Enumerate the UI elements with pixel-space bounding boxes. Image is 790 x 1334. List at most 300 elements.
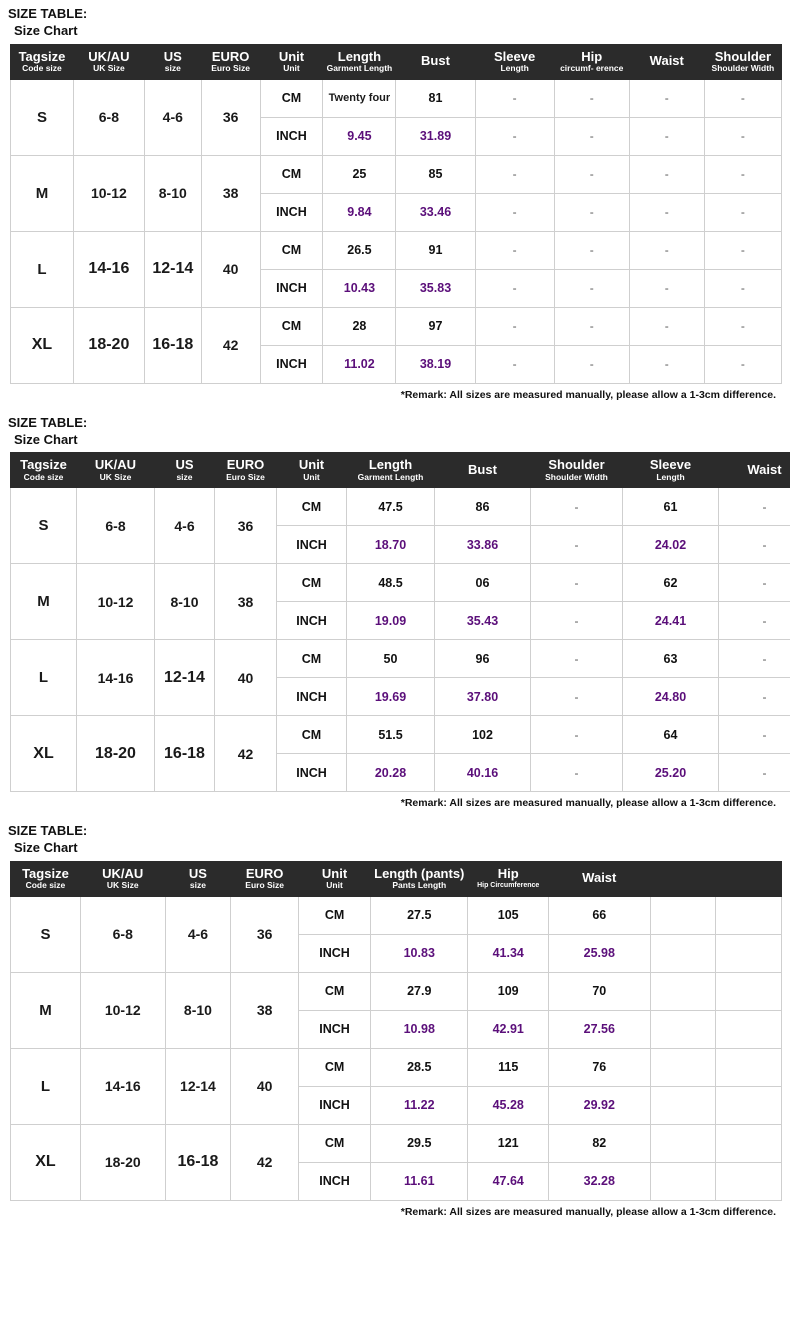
unit-cell: INCH xyxy=(277,526,347,564)
column-header-main: Sleeve xyxy=(649,457,692,473)
measurement-cell: - xyxy=(554,269,629,307)
measurement-cell xyxy=(650,896,716,934)
measurement-cell: 96 xyxy=(435,640,531,678)
column-header-sub: UK Size xyxy=(106,880,139,891)
unit-cell: CM xyxy=(299,1124,371,1162)
tag-size-cell: M xyxy=(11,972,81,1048)
euro-size-cell: 38 xyxy=(201,155,260,231)
column-header xyxy=(475,44,554,79)
column-header-sub: Unit xyxy=(326,880,343,891)
measurement-cell xyxy=(716,972,782,1010)
column-header-main: Bust xyxy=(421,53,450,69)
column-header xyxy=(155,453,215,488)
column-header-sub: size xyxy=(164,63,181,74)
euro-size-cell: 42 xyxy=(215,716,277,792)
measurement-cell: - xyxy=(704,117,781,155)
measurement-cell: - xyxy=(531,564,623,602)
measurement-cell: - xyxy=(704,345,781,383)
unit-cell: INCH xyxy=(299,1086,371,1124)
table-row xyxy=(11,231,782,269)
measurement-cell: 25 xyxy=(323,155,396,193)
measurement-cell: 19.69 xyxy=(347,678,435,716)
table-header-row xyxy=(11,861,782,896)
unit-cell: CM xyxy=(299,1048,371,1086)
measurement-cell: 06 xyxy=(435,564,531,602)
unit-cell: INCH xyxy=(277,602,347,640)
column-header xyxy=(347,453,435,488)
column-header xyxy=(11,861,81,896)
measurement-cell: - xyxy=(719,754,790,792)
measurement-cell: - xyxy=(629,117,704,155)
column-header-main: US xyxy=(188,865,207,881)
measurement-cell: 24.80 xyxy=(623,678,719,716)
column-header xyxy=(650,861,716,896)
column-header xyxy=(435,453,531,488)
euro-size-cell: 36 xyxy=(215,488,277,564)
measurement-cell: 121 xyxy=(468,1124,548,1162)
measurement-cell: 40.16 xyxy=(435,754,531,792)
us-size-cell: 4-6 xyxy=(165,896,231,972)
measurement-cell: - xyxy=(704,79,781,117)
column-header xyxy=(548,861,650,896)
euro-size-cell: 42 xyxy=(201,307,260,383)
euro-size-cell: 40 xyxy=(215,640,277,716)
tag-size-cell: XL xyxy=(11,716,77,792)
column-header-sub: Garment Length xyxy=(357,471,424,482)
measurement-cell: - xyxy=(531,602,623,640)
measurement-cell: 24.41 xyxy=(623,602,719,640)
size-table xyxy=(10,44,782,384)
unit-cell: INCH xyxy=(277,678,347,716)
us-size-cell: 4-6 xyxy=(155,488,215,564)
us-size-cell: 12-14 xyxy=(144,231,201,307)
column-header-sub: UK Size xyxy=(99,471,132,482)
column-header xyxy=(531,453,623,488)
measurement-cell: 33.86 xyxy=(435,526,531,564)
measurement-cell: 25.98 xyxy=(548,934,650,972)
column-header xyxy=(704,44,781,79)
measurement-cell: - xyxy=(554,193,629,231)
us-size-cell: 12-14 xyxy=(165,1048,231,1124)
measurement-cell xyxy=(650,934,716,972)
measurement-cell: - xyxy=(554,155,629,193)
column-header xyxy=(11,453,77,488)
measurement-cell: - xyxy=(704,269,781,307)
measurement-cell: 48.5 xyxy=(347,564,435,602)
column-header xyxy=(144,44,201,79)
measurement-cell: - xyxy=(704,231,781,269)
us-size-cell: 4-6 xyxy=(144,79,201,155)
column-header-sub: Euro Size xyxy=(245,880,285,891)
measurement-cell: 28.5 xyxy=(371,1048,468,1086)
unit-cell: INCH xyxy=(260,269,323,307)
measurement-cell: 32.28 xyxy=(548,1162,650,1200)
unit-cell: INCH xyxy=(260,193,323,231)
column-header-sub: size xyxy=(189,880,206,891)
uk-au-size-cell: 18-20 xyxy=(77,716,155,792)
size-table-block xyxy=(0,817,790,1226)
table-row xyxy=(11,1124,782,1162)
table-row xyxy=(11,564,790,602)
column-header-main: Tagsize xyxy=(20,457,67,473)
measurement-cell xyxy=(716,1086,782,1124)
tag-size-cell: L xyxy=(11,640,77,716)
tag-size-cell: XL xyxy=(11,1124,81,1200)
size-chart-subtitle: Size Chart xyxy=(14,840,78,856)
measurement-cell: 29.5 xyxy=(371,1124,468,1162)
column-header-main: Length xyxy=(337,48,382,64)
column-header-sub: size xyxy=(176,471,193,482)
column-header xyxy=(260,44,323,79)
measurement-cell: - xyxy=(719,602,790,640)
measurement-cell: 24.02 xyxy=(623,526,719,564)
us-size-cell: 8-10 xyxy=(155,564,215,640)
measurement-cell: 35.43 xyxy=(435,602,531,640)
measurement-cell: - xyxy=(719,678,790,716)
measurement-cell: - xyxy=(554,231,629,269)
us-size-cell: 12-14 xyxy=(155,640,215,716)
measurement-cell: 41.34 xyxy=(468,934,548,972)
measurement-cell: - xyxy=(531,678,623,716)
size-chart-subtitle: Size Chart xyxy=(14,431,78,447)
column-header xyxy=(719,453,790,488)
measurement-cell xyxy=(716,1010,782,1048)
measurement-cell: 9.45 xyxy=(323,117,396,155)
unit-cell: CM xyxy=(260,155,323,193)
measurement-cell: - xyxy=(475,269,554,307)
measurement-cell: - xyxy=(629,307,704,345)
euro-size-cell: 38 xyxy=(215,564,277,640)
column-header-main: Unit xyxy=(321,865,348,881)
column-header xyxy=(371,861,468,896)
uk-au-size-cell: 14-16 xyxy=(80,1048,165,1124)
tag-size-cell: S xyxy=(11,896,81,972)
measurement-cell: 25.20 xyxy=(623,754,719,792)
size-table xyxy=(10,861,782,1201)
unit-cell: CM xyxy=(277,640,347,678)
us-size-cell: 8-10 xyxy=(165,972,231,1048)
euro-size-cell: 38 xyxy=(231,972,299,1048)
measurement-cell: 19.09 xyxy=(347,602,435,640)
measurement-cell xyxy=(650,1124,716,1162)
measurement-cell: 26.5 xyxy=(323,231,396,269)
measurement-cell: 115 xyxy=(468,1048,548,1086)
table-row xyxy=(11,972,782,1010)
column-header-main: EURO xyxy=(226,457,265,473)
column-header-main: Bust xyxy=(468,461,497,477)
unit-cell: CM xyxy=(299,896,371,934)
measurement-cell: 105 xyxy=(468,896,548,934)
uk-au-size-cell: 10-12 xyxy=(80,972,165,1048)
measurement-cell: 63 xyxy=(623,640,719,678)
measurement-cell xyxy=(716,896,782,934)
measurement-cell: - xyxy=(475,231,554,269)
measurement-cell: 27.5 xyxy=(371,896,468,934)
measurement-cell: 35.83 xyxy=(396,269,475,307)
column-header-sub: Euro Size xyxy=(211,63,250,74)
column-header-sub: Unit xyxy=(303,471,320,482)
measurement-cell: 47.64 xyxy=(468,1162,548,1200)
size-table-block xyxy=(0,0,790,409)
measurement-cell: - xyxy=(629,231,704,269)
table-row xyxy=(11,155,782,193)
table-header-row xyxy=(11,44,782,79)
uk-au-size-cell: 6-8 xyxy=(80,896,165,972)
measurement-cell: 28 xyxy=(323,307,396,345)
unit-cell: CM xyxy=(277,488,347,526)
table-row xyxy=(11,488,790,526)
uk-au-size-cell: 10-12 xyxy=(73,155,144,231)
column-header-main: Length (pants) xyxy=(374,865,465,881)
unit-cell: INCH xyxy=(260,117,323,155)
size-table-title: SIZE TABLE: xyxy=(8,414,88,430)
measurement-cell: - xyxy=(475,193,554,231)
column-header-main: Tagsize xyxy=(18,48,66,64)
uk-au-size-cell: 18-20 xyxy=(80,1124,165,1200)
column-header-sub: Euro Size xyxy=(226,471,265,482)
unit-cell: CM xyxy=(277,564,347,602)
measurement-cell: - xyxy=(629,79,704,117)
size-table-block xyxy=(0,409,790,818)
us-size-cell: 16-18 xyxy=(165,1124,231,1200)
measurement-cell: Twenty four xyxy=(323,79,396,117)
measurement-cell: 97 xyxy=(396,307,475,345)
column-header xyxy=(716,861,782,896)
measurement-cell: - xyxy=(475,155,554,193)
unit-cell: INCH xyxy=(299,934,371,972)
measurement-cell: - xyxy=(719,526,790,564)
us-size-cell: 16-18 xyxy=(155,716,215,792)
unit-cell: CM xyxy=(260,231,323,269)
measurement-cell: - xyxy=(629,155,704,193)
measurement-cell: 64 xyxy=(623,716,719,754)
uk-au-size-cell: 6-8 xyxy=(77,488,155,564)
size-table-title: SIZE TABLE: xyxy=(8,6,88,21)
size-chart-subtitle: Size Chart xyxy=(14,23,78,39)
measurement-cell: 18.70 xyxy=(347,526,435,564)
measurement-cell: - xyxy=(531,716,623,754)
measurement-cell: - xyxy=(719,488,790,526)
uk-au-size-cell: 6-8 xyxy=(73,79,144,155)
measurement-cell: 27.56 xyxy=(548,1010,650,1048)
unit-cell: CM xyxy=(299,972,371,1010)
measurement-remark: *Remark: All sizes are measured manually, please allow a 1-3cm difference. xyxy=(400,1205,776,1218)
column-header xyxy=(231,861,299,896)
us-size-cell: 8-10 xyxy=(144,155,201,231)
column-header-sub: Length xyxy=(500,63,529,74)
tag-size-cell: S xyxy=(11,488,77,564)
tag-size-cell: S xyxy=(11,79,74,155)
measurement-cell: - xyxy=(475,345,554,383)
measurement-cell: - xyxy=(704,155,781,193)
measurement-cell: 20.28 xyxy=(347,754,435,792)
column-header-main: Shoulder xyxy=(548,457,605,473)
tag-size-cell: M xyxy=(11,155,74,231)
euro-size-cell: 40 xyxy=(201,231,260,307)
table-row xyxy=(11,640,790,678)
measurement-cell: 61 xyxy=(623,488,719,526)
column-header-sub: Pants Length xyxy=(392,880,447,891)
measurement-cell xyxy=(716,934,782,972)
column-header-sub: Garment Length xyxy=(326,63,393,74)
measurement-cell: - xyxy=(554,117,629,155)
column-header-sub: Shoulder Width xyxy=(711,63,775,74)
measurement-cell: 27.9 xyxy=(371,972,468,1010)
table-row xyxy=(11,896,782,934)
unit-cell: INCH xyxy=(260,345,323,383)
table-row xyxy=(11,307,782,345)
measurement-cell: - xyxy=(475,79,554,117)
measurement-cell: - xyxy=(531,488,623,526)
size-table-title: SIZE TABLE: xyxy=(8,823,88,839)
column-header-sub: Code size xyxy=(23,471,64,482)
measurement-cell: - xyxy=(629,193,704,231)
column-header-main: Length xyxy=(368,457,413,473)
measurement-cell: 62 xyxy=(623,564,719,602)
us-size-cell: 16-18 xyxy=(144,307,201,383)
measurement-cell xyxy=(650,1010,716,1048)
column-header xyxy=(201,44,260,79)
measurement-cell: 11.61 xyxy=(371,1162,468,1200)
measurement-cell: 86 xyxy=(435,488,531,526)
tag-size-cell: L xyxy=(11,231,74,307)
measurement-cell: 11.22 xyxy=(371,1086,468,1124)
column-header-main: Waist xyxy=(747,461,782,477)
table-header-row xyxy=(11,453,790,488)
unit-cell: INCH xyxy=(299,1162,371,1200)
measurement-cell: - xyxy=(554,345,629,383)
euro-size-cell: 40 xyxy=(231,1048,299,1124)
measurement-cell: - xyxy=(719,564,790,602)
column-header-main: Unit xyxy=(298,457,325,473)
measurement-cell: - xyxy=(629,345,704,383)
uk-au-size-cell: 14-16 xyxy=(77,640,155,716)
measurement-cell: 11.02 xyxy=(323,345,396,383)
measurement-cell: 91 xyxy=(396,231,475,269)
unit-cell: CM xyxy=(260,307,323,345)
column-header-sub: Unit xyxy=(283,63,300,74)
column-header-main: EURO xyxy=(211,48,250,64)
measurement-cell: 50 xyxy=(347,640,435,678)
measurement-cell: 38.19 xyxy=(396,345,475,383)
column-header xyxy=(468,861,548,896)
measurement-cell: 82 xyxy=(548,1124,650,1162)
measurement-cell: 76 xyxy=(548,1048,650,1086)
table-row xyxy=(11,1048,782,1086)
column-header-sub: Code size xyxy=(22,63,62,74)
measurement-cell: - xyxy=(554,79,629,117)
measurement-cell: 102 xyxy=(435,716,531,754)
measurement-cell: 37.80 xyxy=(435,678,531,716)
measurement-cell: 85 xyxy=(396,155,475,193)
table-row xyxy=(11,716,790,754)
size-table xyxy=(10,452,790,792)
column-header-sub: UK Size xyxy=(93,63,125,74)
measurement-cell: 81 xyxy=(396,79,475,117)
measurement-cell: 31.89 xyxy=(396,117,475,155)
euro-size-cell: 42 xyxy=(231,1124,299,1200)
column-header-main: Waist xyxy=(582,870,617,886)
uk-au-size-cell: 10-12 xyxy=(77,564,155,640)
column-header xyxy=(299,861,371,896)
column-header-main: Tagsize xyxy=(22,865,69,881)
column-header-main: EURO xyxy=(245,865,284,881)
measurement-cell: - xyxy=(704,307,781,345)
euro-size-cell: 36 xyxy=(231,896,299,972)
column-header-sub: Shoulder Width xyxy=(545,471,608,482)
unit-cell: CM xyxy=(277,716,347,754)
measurement-cell xyxy=(650,1162,716,1200)
column-header-main: Waist xyxy=(649,53,684,69)
measurement-cell: 9.84 xyxy=(323,193,396,231)
column-header-sub: Code size xyxy=(25,880,66,891)
measurement-cell: 47.5 xyxy=(347,488,435,526)
measurement-cell: - xyxy=(531,640,623,678)
measurement-cell: - xyxy=(704,193,781,231)
table-row xyxy=(11,79,782,117)
column-header-main: Shoulder xyxy=(714,48,772,64)
measurement-cell xyxy=(716,1162,782,1200)
measurement-cell: 10.98 xyxy=(371,1010,468,1048)
measurement-cell xyxy=(716,1124,782,1162)
column-header xyxy=(629,44,704,79)
unit-cell: INCH xyxy=(299,1010,371,1048)
tag-size-cell: XL xyxy=(11,307,74,383)
column-header xyxy=(73,44,144,79)
measurement-cell: - xyxy=(531,754,623,792)
column-header xyxy=(77,453,155,488)
measurement-cell: 45.28 xyxy=(468,1086,548,1124)
measurement-cell: 109 xyxy=(468,972,548,1010)
measurement-cell: 33.46 xyxy=(396,193,475,231)
unit-cell: CM xyxy=(260,79,323,117)
measurement-cell: - xyxy=(531,526,623,564)
measurement-remark: *Remark: All sizes are measured manually, please allow a 1-3cm difference. xyxy=(400,388,776,401)
measurement-cell: 66 xyxy=(548,896,650,934)
column-header xyxy=(277,453,347,488)
measurement-cell: 29.92 xyxy=(548,1086,650,1124)
column-header-main: Sleeve xyxy=(494,48,536,64)
column-header xyxy=(623,453,719,488)
column-header-sub: Hip Circumference xyxy=(477,882,540,890)
tag-size-cell: M xyxy=(11,564,77,640)
column-header xyxy=(554,44,629,79)
column-header xyxy=(80,861,165,896)
unit-cell: INCH xyxy=(277,754,347,792)
uk-au-size-cell: 18-20 xyxy=(73,307,144,383)
measurement-cell: - xyxy=(629,269,704,307)
measurement-cell: 10.43 xyxy=(323,269,396,307)
measurement-cell xyxy=(650,972,716,1010)
euro-size-cell: 36 xyxy=(201,79,260,155)
measurement-cell: 10.83 xyxy=(371,934,468,972)
column-header-main: UK/AU xyxy=(94,457,137,473)
column-header-main: UK/AU xyxy=(102,865,144,881)
column-header xyxy=(11,44,74,79)
column-header-main: UK/AU xyxy=(88,48,130,64)
measurement-cell xyxy=(650,1048,716,1086)
measurement-cell: 51.5 xyxy=(347,716,435,754)
column-header-sub: circumf- erence xyxy=(560,63,624,74)
column-header xyxy=(215,453,277,488)
column-header xyxy=(165,861,231,896)
measurement-cell xyxy=(650,1086,716,1124)
column-header-main: Hip xyxy=(497,866,519,882)
column-header xyxy=(323,44,396,79)
tag-size-cell: L xyxy=(11,1048,81,1124)
measurement-cell: 70 xyxy=(548,972,650,1010)
measurement-cell: - xyxy=(719,716,790,754)
